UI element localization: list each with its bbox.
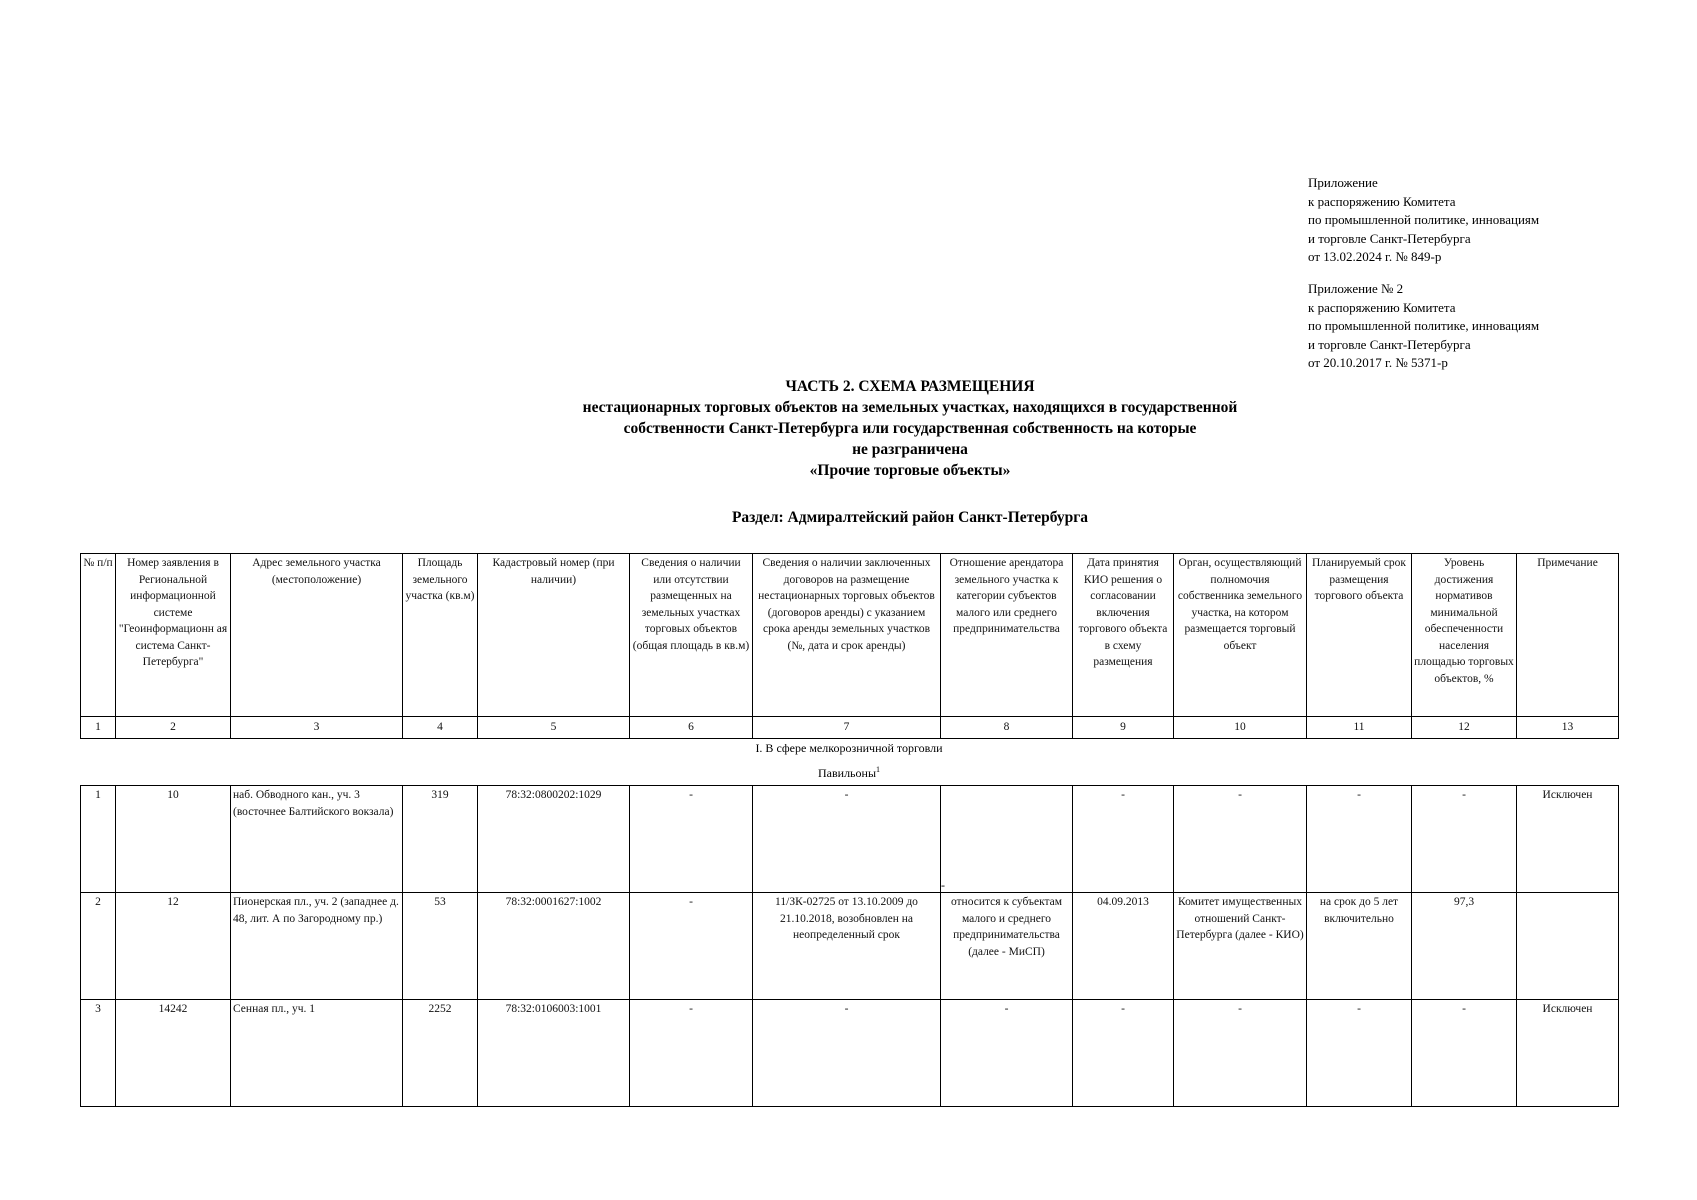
table-cell: Сенная пл., уч. 1 <box>231 1000 403 1107</box>
appendix-2-line: от 20.10.2017 г. № 5371-р <box>1308 355 1448 370</box>
title-line: ЧАСТЬ 2. СХЕМА РАЗМЕЩЕНИЯ <box>785 378 1035 395</box>
header-cell: Дата принятия КИО решения о согласовании включения торгового объекта в схему размещения <box>1073 554 1174 717</box>
appendix-2-line: и торговле Санкт-Петербурга <box>1308 336 1471 352</box>
schema-table-body <box>80 785 1619 1107</box>
table-cell: - <box>630 893 753 1000</box>
table-cell: относится к субъектам малого и среднего предпринимательства (далее - МиСП) <box>941 893 1073 1000</box>
header-cell: Адрес земельного участка (местоположение) <box>231 554 403 717</box>
column-number: 8 <box>941 717 1073 739</box>
table-cell: 11/ЗК-02725 от 13.10.2009 до 21.10.2018, возобновлен на неопределенный срок <box>753 893 941 1000</box>
table-cell: 04.09.2013 <box>1073 893 1174 1000</box>
table-cell: - <box>630 786 753 893</box>
table-cell: - <box>753 786 941 893</box>
header-cell: Отношение арендатора земельного участка к категории субъектов малого или среднего предпринимательства <box>941 554 1073 717</box>
header-cell: Сведения о наличии или отсутствии размещенных на земельных участках торговых объектов (общая площадь в кв.м) <box>630 554 753 717</box>
title-line: нестационарных торговых объектов на земельных участках, находящихся в государственной <box>582 399 1238 416</box>
appendix-1-line: к распоряжению Комитета <box>1308 193 1456 209</box>
header-cell: № п/п <box>81 554 116 717</box>
table-cell: Комитет имущественных отношений Санкт-Петербурга (далее - КИО) <box>1174 893 1307 1000</box>
table-cell: - <box>1174 1000 1307 1107</box>
table-row <box>81 786 1619 893</box>
column-number: 1 <box>81 717 116 739</box>
table-cell: - <box>1412 786 1517 893</box>
column-number: 12 <box>1412 717 1517 739</box>
category-label: I. В сфере мелкорозничной торговли <box>755 741 943 755</box>
section-title: Раздел: Адмиралтейский район Санкт-Петербурга <box>731 509 1089 526</box>
table-cell: 3 <box>81 1000 116 1107</box>
table-cell: на срок до 5 лет включительно <box>1307 893 1412 1000</box>
title-line: собственности Санкт-Петербурга или государственная собственность на которые <box>623 420 1197 437</box>
table-cell: 78:32:0106003:1001 <box>478 1000 630 1107</box>
table-cell: 10 <box>116 786 231 893</box>
appendix-2-line: к распоряжению Комитета <box>1308 299 1456 315</box>
stray-dash-mark: - <box>941 878 945 892</box>
table-cell: 12 <box>116 893 231 1000</box>
appendix-2-line: Приложение № 2 <box>1308 281 1404 296</box>
table-cell: 2 <box>81 893 116 1000</box>
header-row <box>81 554 1619 717</box>
appendix-1-line: от 13.02.2024 г. № 849-р <box>1308 249 1442 264</box>
subcategory-label-text: Павильоны <box>817 766 877 780</box>
column-number: 10 <box>1174 717 1307 739</box>
schema-table-header <box>80 553 1619 739</box>
appendix-note-1 <box>1308 174 1539 267</box>
table-cell: 53 <box>403 893 478 1000</box>
table-cell: Исключен <box>1517 1000 1619 1107</box>
table-cell <box>1517 893 1619 1000</box>
table-cell: - <box>1073 1000 1174 1107</box>
header-cell: Планируемый срок размещения торгового объекта <box>1307 554 1412 717</box>
header-cell: Номер заявления в Региональной информационной системе "Геоинформационн ая система Санкт-Петербурга" <box>116 554 231 717</box>
table-cell: 78:32:0800202:1029 <box>478 786 630 893</box>
table-cell: - <box>1073 786 1174 893</box>
table-row <box>81 893 1619 1000</box>
table-cell <box>941 786 1073 893</box>
table-cell: 14242 <box>116 1000 231 1107</box>
table-cell: наб. Обводного кан., уч. 3 (восточнее Балтийского вокзала) <box>231 786 403 893</box>
header-cell: Орган, осуществляющий полномочия собственника земельного участка, на котором размещается торговый объект <box>1174 554 1307 717</box>
appendix-1-line: Приложение <box>1308 175 1378 190</box>
table-cell: Исключен <box>1517 786 1619 893</box>
appendix-note-2 <box>1308 280 1539 373</box>
column-number: 5 <box>478 717 630 739</box>
column-number: 11 <box>1307 717 1412 739</box>
table-cell: 2252 <box>403 1000 478 1107</box>
table-cell: - <box>1307 1000 1412 1107</box>
table-cell: - <box>1412 1000 1517 1107</box>
column-number: 13 <box>1517 717 1619 739</box>
table-cell: Пионерская пл., уч. 2 (западнее д. 48, лит. А по Загородному пр.) <box>231 893 403 1000</box>
table-cell: - <box>753 1000 941 1107</box>
table-cell: - <box>1307 786 1412 893</box>
title-line: «Прочие торговые объекты» <box>809 462 1011 479</box>
column-number-row <box>81 717 1619 739</box>
title-line: не разграничена <box>852 441 968 458</box>
appendix-1-line: по промышленной политике, инновациям <box>1308 212 1540 227</box>
header-cell: Сведения о наличии заключенных договоров на размещение нестационарных торговых объектов (договоров аренды) с указанием срока аренды земельных участков (№, дата и срок аренды) <box>753 554 941 717</box>
column-number: 4 <box>403 717 478 739</box>
appendix-2-line: по промышленной политике, инновациям <box>1308 318 1540 333</box>
table-cell: - <box>941 1000 1073 1107</box>
table-cell: - <box>1174 786 1307 893</box>
table-cell: - <box>630 1000 753 1107</box>
table-cell: 319 <box>403 786 478 893</box>
column-number: 9 <box>1073 717 1174 739</box>
column-number: 2 <box>116 717 231 739</box>
table-cell: 78:32:0001627:1002 <box>478 893 630 1000</box>
footnote-marker: 1 <box>876 765 881 774</box>
header-cell: Уровень достижения нормативов минимальной обеспеченности населения площадью торговых объектов, % <box>1412 554 1517 717</box>
column-number: 6 <box>630 717 753 739</box>
document-title <box>470 376 1350 481</box>
subcategory-label <box>80 765 1618 781</box>
table-cell: 1 <box>81 786 116 893</box>
header-cell: Примечание <box>1517 554 1619 717</box>
column-number: 3 <box>231 717 403 739</box>
header-cell: Кадастровый номер (при наличии) <box>478 554 630 717</box>
column-number: 7 <box>753 717 941 739</box>
table-cell: 97,3 <box>1412 893 1517 1000</box>
appendix-1-line: и торговле Санкт-Петербурга <box>1308 230 1471 246</box>
table-row <box>81 1000 1619 1107</box>
header-cell: Площадь земельного участка (кв.м) <box>403 554 478 717</box>
